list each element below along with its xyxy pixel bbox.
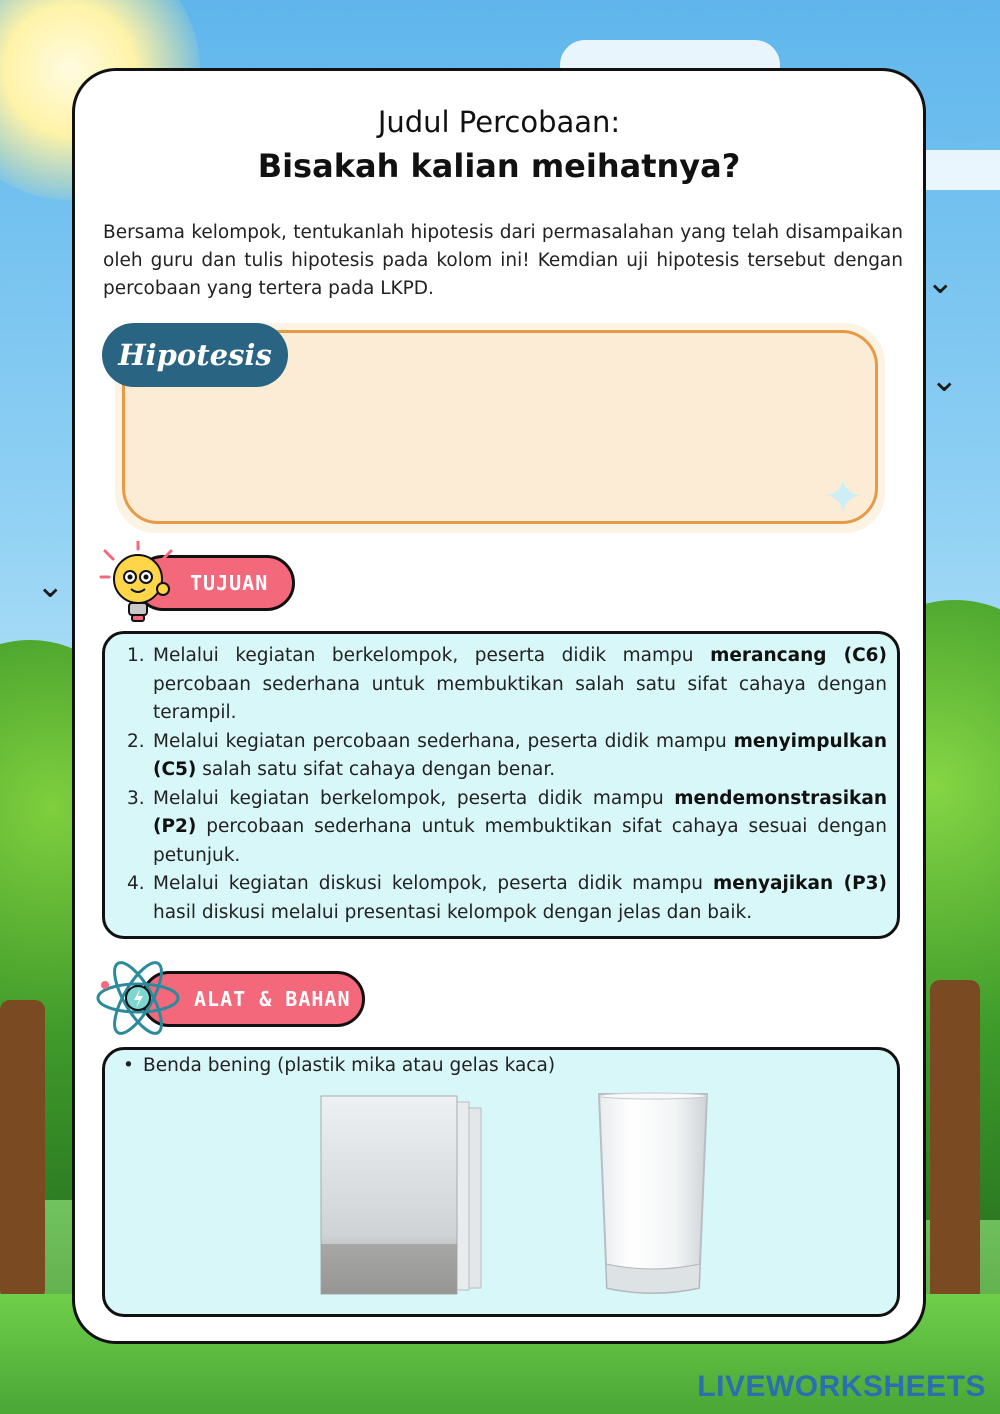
- bullet-icon: •: [123, 1055, 134, 1076]
- list-item: 2. Melalui kegiatan percobaan sederhana, peserta didik mampu menyimpulkan (C5) salah satu sifat cahaya dengan benar.: [127, 730, 887, 780]
- tujuan-list-box: [102, 631, 900, 939]
- glass-cup-image: [597, 1092, 709, 1298]
- experiment-title-label: Judul Percobaan:: [377, 105, 621, 139]
- hipotesis-label: Hipotesis: [102, 323, 288, 387]
- worksheet-card: [72, 68, 926, 1344]
- instruction-paragraph: Bersama kelompok, tentukanlah hipotesis dari permasalahan yang telah disampaikan oleh guru dan tulis hipotesis pada kolom ini! Kemdian uji hipotesis tersebut dengan percobaan yang tertera pada LKPD.: [103, 222, 903, 299]
- lightbulb-mascot-icon: [99, 541, 177, 625]
- atom-icon: [95, 955, 181, 1041]
- list-item: 3. Melalui kegiatan berkelompok, peserta didik mampu mendemonstrasikan (P2) percobaan sederhana untuk membuktikan sifat cahaya sesuai dengan petunjuk.: [127, 787, 887, 866]
- alat-bahan-label: ALAT & BAHAN: [194, 987, 351, 1011]
- tujuan-label: TUJUAN: [190, 571, 269, 595]
- tujuan-list: [127, 642, 887, 927]
- bird-icon: ⌄: [36, 566, 65, 606]
- list-item: 1. Melalui kegiatan berkelompok, peserta didik mampu merancang (C6) percobaan sederhana untuk membuktikan salah satu sifat cahaya dengan terampil.: [127, 645, 887, 723]
- alat-bahan-box: [102, 1047, 900, 1317]
- tree-trunk-decoration: [0, 1000, 45, 1300]
- plastic-sheet-image: [317, 1094, 487, 1299]
- list-item: 4. Melalui kegiatan diskusi kelompok, peserta didik mampu menyajikan (P3) hasil diskusi melalui presentasi kelompok dengan jelas dan baik.: [127, 873, 887, 923]
- sparkle-icon: ✦: [823, 469, 864, 525]
- bird-icon: ⌄: [926, 262, 955, 302]
- liveworksheets-logo: LIVEWORKSHEETS: [697, 1370, 986, 1403]
- list-item: • Benda bening (plastik mika atau gelas kaca): [123, 1052, 555, 1080]
- bird-icon: ⌄: [930, 360, 959, 400]
- tree-trunk-decoration: [930, 980, 980, 1310]
- experiment-title: Bisakah kalian meihatnya?: [257, 147, 741, 185]
